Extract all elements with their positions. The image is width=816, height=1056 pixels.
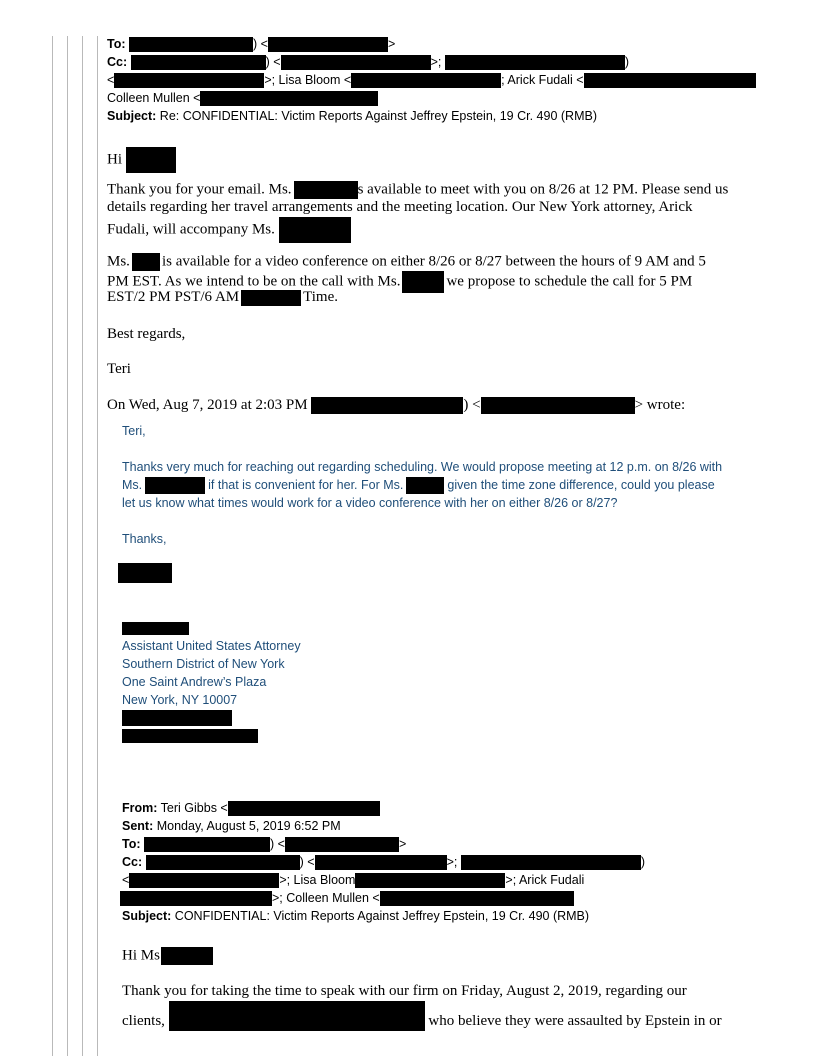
redaction [461, 855, 641, 870]
subject-label: Subject: [107, 109, 157, 123]
orig-colleen-line [120, 890, 574, 907]
quote-gutter-line [97, 36, 98, 1056]
reply-paragraph-1-line-3: Fudali, will accompany Ms. [107, 217, 351, 243]
redaction [129, 873, 279, 888]
colleen-mullen-recipient: Colleen Mullen < [107, 91, 201, 105]
reply-cc-line: Cc: ) < >; ) [107, 55, 629, 69]
redaction [126, 147, 176, 173]
orig-paragraph-line-1: Thank you for taking the time to speak with our firm on Friday, August 2, 2019, regarding our [122, 983, 687, 999]
redaction [380, 891, 574, 906]
to-label: To: [122, 837, 141, 851]
reply-signature: Teri [107, 361, 131, 377]
redaction [144, 837, 270, 852]
wrote-line: On Wed, Aug 7, 2019 at 2:03 PM ) < > wrote: [107, 397, 686, 413]
redaction [145, 477, 205, 494]
orig-from-line: From: Teri Gibbs < [122, 800, 380, 817]
reply-paragraph-1-line-2: details regarding her travel arrangements and the meeting location. Our New York attorney, Arick [107, 199, 693, 215]
redaction [120, 891, 272, 906]
quoted-greeting: Teri, [122, 424, 146, 438]
redaction [200, 91, 378, 106]
lisa-bloom-recipient: >; Lisa Bloom [279, 873, 356, 887]
arick-fudali-recipient: ; Arick Fudali < [501, 73, 584, 87]
quoted-paragraph-line-2: Ms. if that is convenient for her. For Ms. given the time zone difference, could you please [122, 476, 715, 494]
redaction [402, 271, 444, 293]
subject-label: Subject: [122, 909, 172, 923]
redaction [351, 73, 501, 88]
redaction [584, 73, 756, 88]
reply-closing: Best regards, [107, 326, 186, 342]
orig-subject-line [122, 908, 589, 925]
redaction [114, 73, 264, 88]
redaction [228, 801, 380, 816]
redaction [146, 855, 300, 870]
redaction [118, 563, 172, 583]
quoted-thanks: Thanks, [122, 532, 167, 546]
quote-gutter-line [67, 36, 68, 1056]
redaction [311, 397, 463, 414]
to-label: To: [107, 37, 126, 51]
reply-cc-line-2: < >; Lisa Bloom < ; Arick Fudali < [107, 72, 756, 89]
reply-colleen-line [107, 90, 378, 107]
redaction [281, 55, 431, 70]
reply-paragraph-1-line-1: Thank you for your email. Ms. s available to meet with you on 8/26 at 12 PM. Please send us [107, 181, 729, 198]
reply-paragraph-2-line-1: Ms. is available for a video conference on either 8/26 or 8/27 between the hours of 9 AM and 5 [107, 253, 706, 270]
orig-subject: CONFIDENTIAL: Victim Reports Against Jeffrey Epstein, 19 Cr. 490 (RMB) [174, 909, 590, 923]
quoted-paragraph-line-1: Thanks very much for reaching out regarding scheduling. We would propose meeting at 12 p.m. on 8/26 with [122, 460, 723, 474]
redaction [169, 1001, 425, 1031]
reply-subject-line [107, 108, 597, 125]
redaction [355, 873, 505, 888]
cc-label: Cc: [107, 55, 128, 69]
redaction [241, 290, 301, 306]
reply-to-line: To: ) < > [107, 37, 396, 51]
redaction [122, 622, 189, 635]
redaction [294, 181, 358, 199]
signature-address: One Saint Andrew’s Plaza [122, 675, 267, 689]
reply-paragraph-2-line-2: PM EST. As we intend to be on the call with Ms. we propose to schedule the call for 5 PM [107, 271, 692, 293]
sent-label: Sent: [122, 819, 154, 833]
orig-sent-line: Sent: Monday, August 5, 2019 6:52 PM [122, 819, 341, 833]
redaction [132, 253, 160, 271]
redaction [279, 217, 351, 243]
reply-subject: Re: CONFIDENTIAL: Victim Reports Against Jeffrey Epstein, 19 Cr. 490 (RMB) [159, 109, 597, 123]
redaction [481, 397, 635, 414]
orig-to-line: To: ) < > [122, 837, 407, 851]
cc-label: Cc: [122, 855, 143, 869]
redaction [122, 710, 232, 726]
orig-paragraph-line-2: clients, who believe they were assaulted by Epstein in or [122, 1001, 722, 1031]
reply-paragraph-2-line-3: EST/2 PM PST/6 AM Time. [107, 289, 339, 305]
arick-fudali-recipient: >; Arick Fudali [505, 873, 585, 887]
quoted-paragraph-line-3: let us know what times would work for a video conference with her on either 8/26 or 8/27? [122, 496, 618, 510]
redaction [268, 37, 388, 52]
orig-cc-line-2: < >; Lisa Bloom >; Arick Fudali [122, 873, 585, 887]
quote-gutter-line [52, 36, 53, 1056]
redaction [161, 947, 213, 965]
signature-city: New York, NY 10007 [122, 693, 238, 707]
orig-greeting: Hi Ms [122, 947, 213, 965]
orig-cc-line: Cc: ) < >; ) [122, 855, 645, 869]
redaction [129, 37, 253, 52]
signature-office: Southern District of New York [122, 657, 285, 671]
colleen-mullen-recipient: >; Colleen Mullen < [272, 891, 380, 905]
quote-gutter-line [82, 36, 83, 1056]
lisa-bloom-recipient: >; Lisa Bloom < [264, 73, 352, 87]
redaction [122, 729, 258, 743]
redaction [131, 55, 266, 70]
from-label: From: [122, 801, 158, 815]
redaction [445, 55, 625, 70]
signature-title: Assistant United States Attorney [122, 639, 301, 653]
redaction [285, 837, 399, 852]
reply-greeting: Hi [107, 147, 176, 173]
redaction [406, 477, 444, 494]
redaction [315, 855, 447, 870]
